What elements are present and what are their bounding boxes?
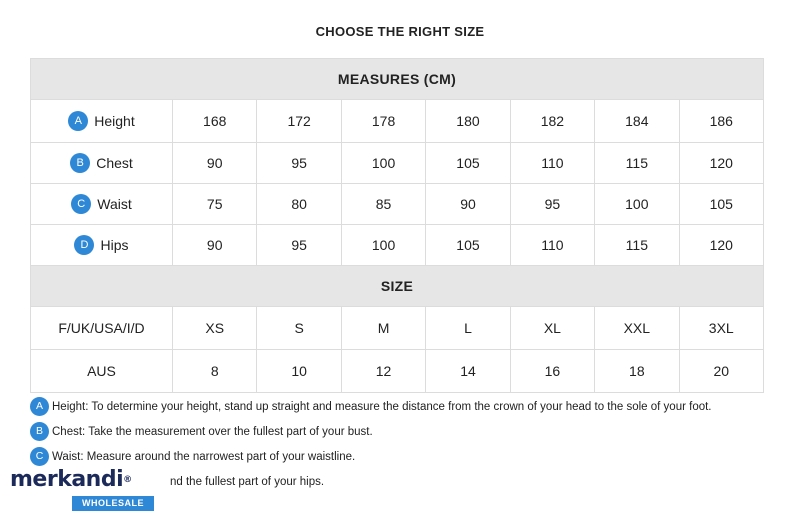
note-text: nd the fullest part of your hips.	[170, 475, 325, 488]
cell: 95	[257, 143, 341, 184]
cell: L	[426, 307, 510, 350]
cell: 105	[426, 143, 510, 184]
row-label-aus: AUS	[31, 350, 173, 393]
measures-header: MEASURES (CM)	[31, 59, 764, 100]
cell: 180	[426, 100, 510, 143]
cell: 100	[341, 143, 425, 184]
note-height	[30, 394, 770, 419]
cell: 120	[679, 143, 763, 184]
cell: 120	[679, 225, 763, 266]
cell: 115	[595, 143, 679, 184]
size-header-row	[31, 266, 764, 307]
cell: XS	[173, 307, 257, 350]
badge-b-icon: B	[70, 153, 90, 173]
badge-c-icon: C	[71, 194, 91, 214]
badge-b-icon: B	[30, 422, 49, 441]
size-header: SIZE	[31, 266, 764, 307]
note-text: Chest: Take the measurement over the fullest part of your bust.	[52, 425, 373, 438]
measures-header-row	[31, 59, 764, 100]
size-chart-table	[30, 58, 764, 393]
cell: 110	[510, 143, 594, 184]
badge-a-icon: A	[30, 397, 49, 416]
cell: 3XL	[679, 307, 763, 350]
cell: 95	[510, 184, 594, 225]
table-row	[31, 307, 764, 350]
cell: 8	[173, 350, 257, 393]
cell: 80	[257, 184, 341, 225]
cell: 110	[510, 225, 594, 266]
table-row	[31, 143, 764, 184]
row-label-waist: C Waist	[31, 184, 173, 225]
row-label-height: A Height	[31, 100, 173, 143]
cell: 100	[341, 225, 425, 266]
cell: M	[341, 307, 425, 350]
cell: 12	[341, 350, 425, 393]
row-label-eu-sizes: F/UK/USA/I/D	[31, 307, 173, 350]
cell: 90	[426, 184, 510, 225]
cell: 16	[510, 350, 594, 393]
note-chest	[30, 419, 770, 444]
note-text: Height: To determine your height, stand up straight and measure the distance from the crown of your head to the sole of your foot.	[52, 400, 712, 413]
note-waist	[30, 444, 770, 469]
cell: XXL	[595, 307, 679, 350]
cell: S	[257, 307, 341, 350]
cell: 115	[595, 225, 679, 266]
merkandi-watermark-logo	[10, 468, 160, 514]
cell: 10	[257, 350, 341, 393]
cell: 168	[173, 100, 257, 143]
cell: 75	[173, 184, 257, 225]
cell: 184	[595, 100, 679, 143]
note-text: Waist: Measure around the narrowest part of your waistline.	[52, 450, 356, 463]
cell: 172	[257, 100, 341, 143]
logo-wholesale-badge: WHOLESALE	[72, 496, 154, 511]
cell: 85	[341, 184, 425, 225]
cell: 105	[426, 225, 510, 266]
table-row	[31, 350, 764, 393]
badge-d-icon: D	[74, 235, 94, 255]
cell: 182	[510, 100, 594, 143]
cell: 186	[679, 100, 763, 143]
table-row	[31, 100, 764, 143]
cell: 100	[595, 184, 679, 225]
cell: 18	[595, 350, 679, 393]
cell: 14	[426, 350, 510, 393]
cell: 95	[257, 225, 341, 266]
cell: XL	[510, 307, 594, 350]
page-title: CHOOSE THE RIGHT SIZE	[315, 24, 485, 39]
cell: 90	[173, 143, 257, 184]
badge-a-icon: A	[68, 111, 88, 131]
row-label-chest: B Chest	[31, 143, 173, 184]
table-row	[31, 225, 764, 266]
cell: 178	[341, 100, 425, 143]
row-label-hips: D Hips	[31, 225, 173, 266]
cell: 20	[679, 350, 763, 393]
table-row	[31, 184, 764, 225]
logo-wordmark: merkandi®	[10, 467, 132, 492]
badge-c-icon: C	[30, 447, 49, 466]
cell: 105	[679, 184, 763, 225]
cell: 90	[173, 225, 257, 266]
